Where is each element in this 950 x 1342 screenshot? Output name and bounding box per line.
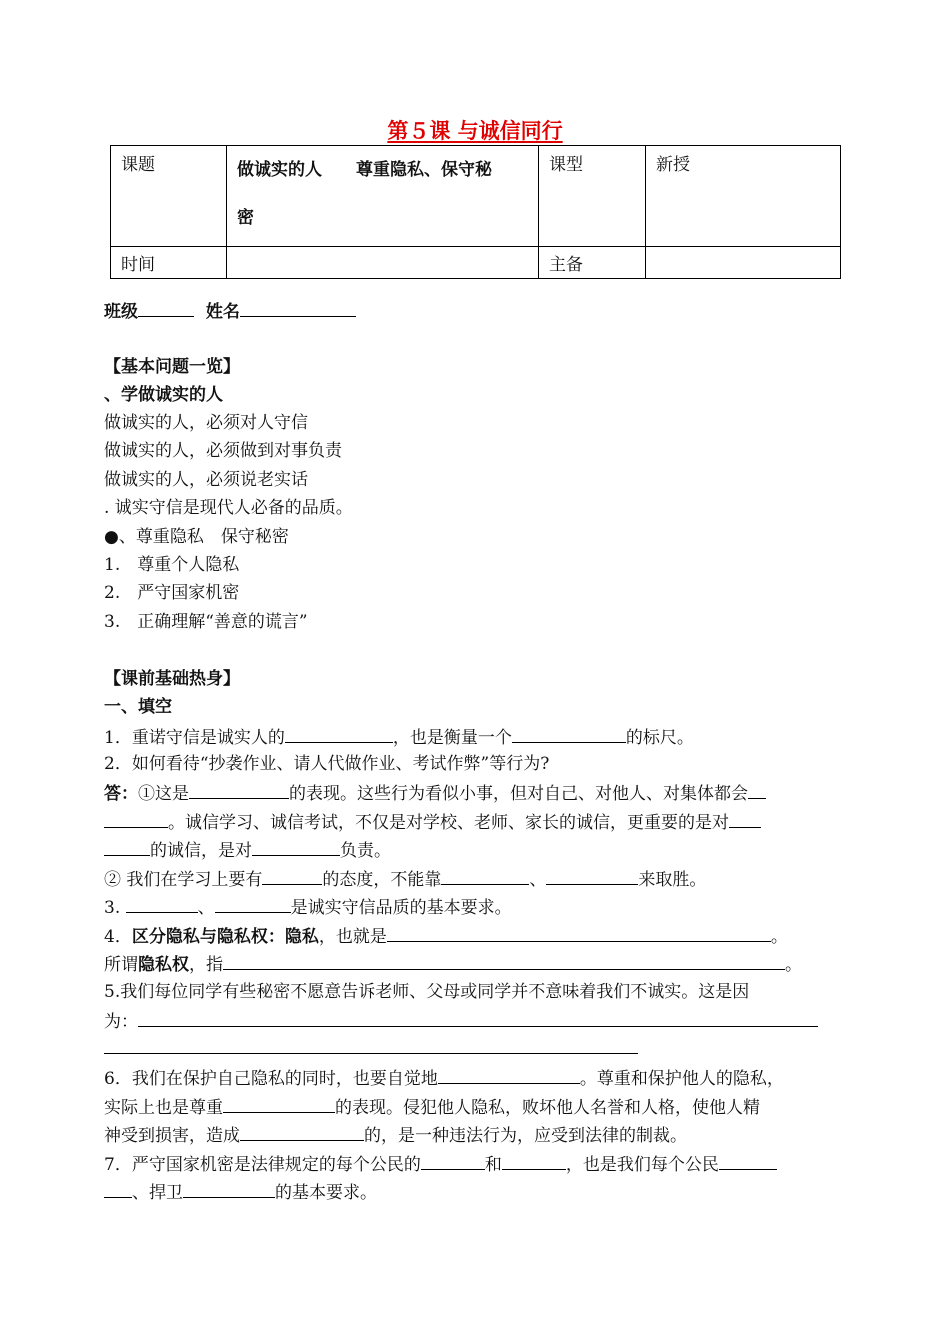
answer-blank[interactable] [512,725,626,743]
list-item: 做诚实的人，必须做到对事负责 [104,441,342,461]
answer-2-line-4: ② 我们在学习上要有 的态度，不能靠 、 来取胜。 [104,867,706,891]
question-1: 1．重诺守信是诚实人的 ，也是衡量一个 的标尺。 [104,725,694,749]
lesson-info-table [110,145,841,279]
answer-2-line-1: 答：①这是 的表现。这些行为看似小事，但对自己、对他人、对集体都会 [104,781,766,805]
list-item: 3. 正确理解“善意的谎言” [104,612,308,632]
answer-2-line-3: 的诚信，是对 负责。 [104,838,391,862]
answer-blank[interactable] [719,1152,777,1170]
answer-blank[interactable] [546,867,638,885]
subheading-honest: 、学做诚实的人 [104,385,223,405]
answer-blank[interactable] [183,1180,275,1198]
name-blank[interactable] [240,299,356,317]
question-3: 3. 、 是诚实守信品质的基本要求。 [104,895,512,919]
answer-blank[interactable] [421,1152,485,1170]
list-item: 做诚实的人，必须对人守信 [104,413,308,433]
answer-blank[interactable] [729,810,761,828]
type-label: 课型 [539,146,646,247]
question-7-line-1: 7．严守国家机密是法律规定的每个公民的 和 ，也是我们每个公民 [104,1152,777,1176]
prep-label: 主备 [539,247,646,279]
answer-blank[interactable] [223,952,785,970]
answer-blank[interactable] [104,1180,132,1198]
section-heading-basics: 【基本问题一览】 [104,357,240,377]
answer-blank[interactable] [126,895,198,913]
answer-blank[interactable] [215,895,291,913]
subheading-fill-blank: 一、填空 [104,697,172,717]
type-value: 新授 [646,146,841,247]
answer-blank[interactable] [262,867,322,885]
answer-blank[interactable] [252,838,340,856]
question-6-line-2: 实际上也是尊重 的表现。侵犯他人隐私，败坏他人名誉和人格，使他人精 [104,1095,760,1119]
answer-blank[interactable] [223,1095,335,1113]
topic-label: 课题 [111,146,227,247]
subheading-privacy: ●、尊重隐私 保守秘密 [104,527,289,547]
prep-value [646,247,841,279]
list-item: 做诚实的人，必须说老实话 [104,470,308,490]
list-item: 2. 严守国家机密 [104,583,240,603]
answer-blank[interactable] [240,1123,364,1141]
page-title: 第５课 与诚信同行 [387,118,563,143]
answer-blank[interactable] [502,1152,566,1170]
answer-blank[interactable] [748,781,766,799]
answer-blank[interactable] [104,838,150,856]
time-label: 时间 [111,247,227,279]
answer-blank[interactable] [138,1009,818,1027]
question-7-line-2: 、捍卫 的基本要求。 [104,1180,377,1204]
question-5-line-2: 为： [104,1009,818,1033]
time-value [227,247,539,279]
answer-blank[interactable] [387,924,771,942]
section-heading-warmup: 【课前基础热身】 [104,669,240,689]
answer-blank[interactable] [285,725,393,743]
student-info-line: 班级 姓名 [104,299,356,323]
answer-blank[interactable] [441,867,529,885]
question-4-line-2: 所谓隐私权，指 。 [104,952,802,976]
answer-blank[interactable] [438,1066,580,1084]
list-item: 1. 尊重个人隐私 [104,555,240,575]
class-blank[interactable] [138,299,194,317]
question-6-line-3: 神受到损害，造成 的，是一种违法行为，应受到法律的制裁。 [104,1123,687,1147]
question-4-line-1: 4．区分隐私与隐私权：隐私，也就是 。 [104,924,788,948]
question-5-line-1: 5.我们每位同学有些秘密不愿意告诉老师、父母或同学并不意味着我们不诚实。这是因 [104,982,750,1002]
answer-rule[interactable] [104,1053,638,1054]
answer-blank[interactable] [104,810,168,828]
topic-value: 做诚实的人 尊重隐私、保守秘 密 [227,146,539,247]
list-item: . 诚实守信是现代人必备的品质。 [104,498,353,518]
question-6-line-1: 6．我们在保护自己隐私的同时，也要自觉地 。尊重和保护他人的隐私， [104,1066,784,1090]
question-2: 2．如何看待“抄袭作业、请人代做作业、考试作弊”等行为? [104,754,550,774]
answer-blank[interactable] [189,781,289,799]
answer-2-line-2: 。诚信学习、诚信考试，不仅是对学校、老师、家长的诚信，更重要的是对 [104,810,761,834]
